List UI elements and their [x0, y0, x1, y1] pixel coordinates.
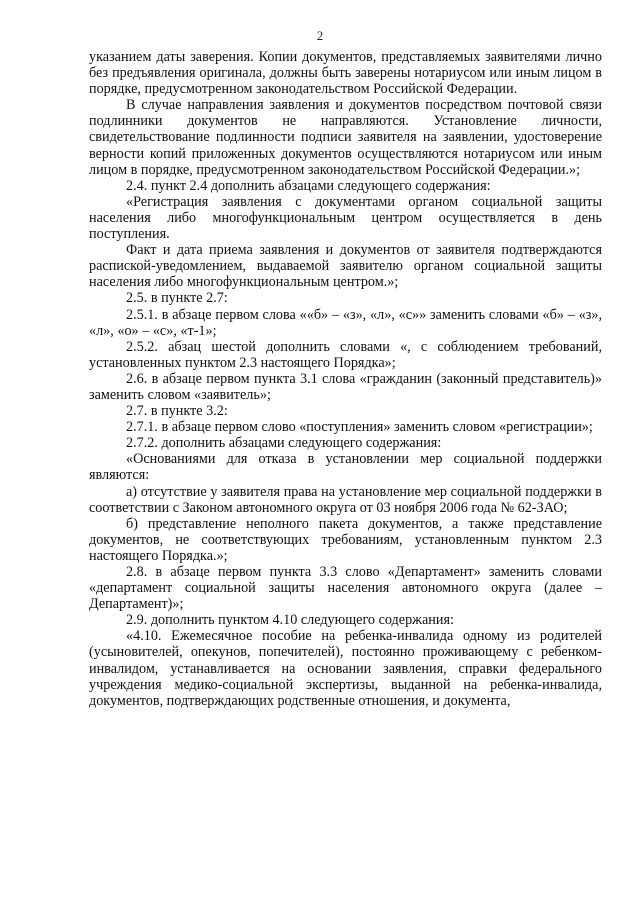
paragraph: 2.9. дополнить пунктом 4.10 следующего содержания: [126, 612, 454, 629]
paragraph: В случае направления заявления и документов посредством почтовой связи подлинники документов не направляются. Установление личности, свидетельствование подлинности подписи заявителя на заявлении, удостоверение верности копий приложенных документов осуществляются нотариусом или иным лицом в порядке, предусмотренном законодательством Российской Федерации.»; [89, 97, 602, 178]
document-body [89, 49, 602, 709]
paragraph: указанием даты заверения. Копии документов, представляемых заявителями лично без предъявления оригинала, должны быть заверены нотариусом или иным лицом в порядке, предусмотренном законодательством Российской Федерации. [89, 49, 602, 98]
paragraph: б) представление неполного пакета документов, а также представление документов, не соответствующих требованиям, установленным пунктом 2.3 настоящего Порядка.»; [89, 515, 602, 564]
page-number: 2 [316, 28, 324, 43]
paragraph: 2.5.1. в абзаце первом слова ««б» – «з», «л», «с»» заменить словами «б» – «з», «л», «о» – «с», «т-1»; [89, 306, 602, 339]
paragraph: 2.6. в абзаце первом пункта 3.1 слова «гражданин (законный представитель)» заменить словом «заявитель»; [89, 370, 602, 403]
paragraph: 2.4. пункт 2.4 дополнить абзацами следующего содержания: [126, 177, 491, 194]
paragraph: 2.8. в абзаце первом пункта 3.3 слово «Департамент» заменить словами «департамент социальной защиты населения автономного округа (далее – Департамент)»; [89, 564, 602, 613]
paragraph: Факт и дата приема заявления и документов от заявителя подтверждаются распиской-уведомлением, выдаваемой заявителю органом социальной защиты населения либо многофункциональным центром.»; [89, 242, 602, 291]
paragraph: «Регистрация заявления с документами органом социальной защиты населения либо многофункциональным центром осуществляется в день поступления. [89, 193, 602, 243]
paragraph: 2.7.1. в абзаце первом слово «поступления» заменить словом «регистрации»; [126, 419, 593, 436]
paragraph: 2.5.2. абзац шестой дополнить словами «, с соблюдением требований, установленных пунктом 2.3 настоящего Порядка»; [89, 338, 602, 371]
paragraph: 2.7. в пункте 3.2: [126, 403, 228, 420]
paragraph: 2.7.2. дополнить абзацами следующего содержания: [126, 435, 442, 452]
paragraph: «4.10. Ежемесячное пособие на ребенка-инвалида одному из родителей (усыновителей, опекунов, попечителей), постоянно проживающему с ребенком-инвалидом, устанавливается на основании заявления, справки федерального учреждения медико-социальной экспертизы, выданной на ребенка-инвалида, документов, подтверждающих родственные отношения, и документа, [89, 628, 602, 709]
paragraph: а) отсутствие у заявителя права на установление мер социальной поддержки в соответствии с Законом автономного округа от 03 ноября 2006 года № 62-ЗАО; [89, 483, 602, 516]
paragraph: «Основаниями для отказа в установлении мер социальной поддержки являются: [89, 451, 602, 484]
paragraph: 2.5. в пункте 2.7: [126, 290, 228, 307]
